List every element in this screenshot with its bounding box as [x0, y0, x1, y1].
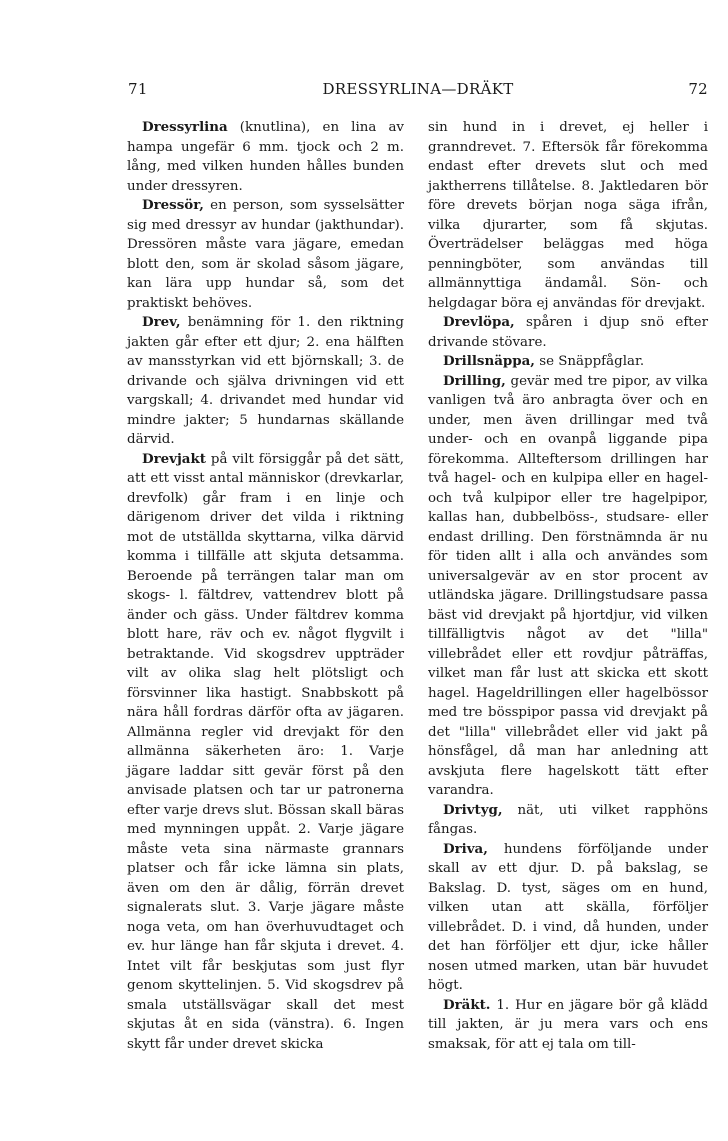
- entry-drevjakt: [127, 450, 404, 1055]
- headword: Drevlöpa,: [443, 314, 515, 330]
- headword: Dressyrlina: [142, 119, 228, 135]
- entry-drevjakt-continued: [428, 118, 708, 313]
- entry-dressyrlina: [127, 118, 404, 196]
- entry-text: en person, som sysselsätter sig med dressyr av hundar (jakthundar). Dressören måste vara jägare, emedan blott den, som är skolad såsom jägare, kan lära upp hundar så, som det praktiskt behöves.: [127, 198, 404, 311]
- entry-text: hundens förföljande under skall av ett djur. D. på bakslag, se Bakslag. D. tyst, säges om en hund, vilken utan att skälla, förföljer villebrådet. D. i vind, då hunden, under det han förföljer ett djur, icke håller nosen utmed marken, utan bär huvudet högt.: [428, 841, 708, 993]
- running-header: [128, 80, 708, 100]
- page-number-right: 72: [688, 80, 708, 98]
- headword: Drillsnäppa,: [443, 353, 535, 369]
- entry-driva: [428, 840, 708, 996]
- entry-text: gevär med tre pipor, av vilka vanligen två äro anbragta över och en under, men även drillingar med två under- och en ovanpå liggande pipa förekomma. Allteftersom drillingen har två hagel- och en kulpipa eller en hagel- och två kulpipor eller tre hagelpipor, kallas han, dubbelböss-, studsare- eller endast drilling. Den förstnämnda är nu för tiden allt i alla och användes som universalgevär av en stor procent av utländska jägare. Drillingstudsare passa bäst vid drevjakt på hjortdjur, vid vilken tillfälligtvis något av det "lilla" villebrådet eller ett rovdjur påträffas, vilket man får lust att skicka ett skott hagel. Hageldrillingen eller hagelbössor med tre bösspipor passa vid drevjakt på det "lilla" villebrådet eller vid jakt på hönsfågel, då man har anledning att avskjuta flere hagelskott tätt efter varandra.: [428, 373, 708, 798]
- entry-text: 1. Hur en jägare bör gå klädd till jakten, är ju mera vars och ens smaksak, för att ej tala om till-: [428, 997, 708, 1052]
- left-column: [127, 118, 404, 1054]
- entry-text: (knutlina), en lina av hampa ungefär 6 mm. tjock och 2 m. lång, med vilken hunden hålles bunden under dressyren.: [127, 120, 404, 194]
- headword: Dräkt.: [443, 996, 491, 1013]
- headword: Drivtyg,: [443, 801, 503, 818]
- entry-text: se Snäppfåglar.: [534, 354, 645, 369]
- running-title: DRESSYRLINA—DRÄKT: [322, 80, 514, 98]
- entry-text: på vilt försiggår på det sätt, att ett visst antal människor (drevkarlar, drevfolk) går fram i en linje och därigenom driver det vilda i riktning mot de utställda skyttarna, vilka därvid komma i tillfälle att skjuta detsamma. Beroende på terrängen talar man om skogs- l. fältdrev, vattendrev blott på änder och gäss. Under fältdrev komma blott hare, räv och ev. något flygvilt i betraktande. Vid skogsdrev uppträder vilt av olika slag helt plötsligt och försvinner lika hastigt. Snabbskott på nära håll fordras därför ofta av jägaren. Allmänna regler vid drevjakt för den allmänna säkerheten äro: 1. Varje jägare laddar sitt gevär först på den anvisade platsen och tar ur patronerna efter varje drevs slut. Bössan skall bäras med mynningen uppåt. 2. Varje jägare måste veta sina närmaste grannars platser och får icke lämna sin plats, även om den är dålig, förrän drevet signalerats slut. 3. Varje jägare måste noga veta, om han överhuvudtaget och ev. hur länge han får skjuta i drevet. 4. Intet vilt får beskjutas som just flyr genom skyttelinjen. 5. Vid skogsdrev på smala utställsvägar skall det mest skjutas åt en sida (vänstra). 6. Ingen skytt får under drevet skicka: [127, 451, 404, 1052]
- right-column: [428, 118, 708, 1054]
- entry-text: sin hund in i drevet, ej heller i granndrevet. 7. Eftersök får förekomma endast efter drevets slut och med jaktherrens tillåtelse. 8. Jaktledaren bör före drevets början noga säga ifrån, vilka djurarter, som få skjutas. Överträdelser beläggas med höga penningböter, som användas till allmännyttiga ändamål. Sön- och helgdagar böra ej användas för drevjakt.: [428, 120, 708, 311]
- entry-drivtyg: [428, 801, 708, 840]
- entry-drakt: [428, 996, 708, 1055]
- entry-drevlopa: [428, 313, 708, 352]
- entry-text: benämning för 1. den riktning jakten går efter ett djur; 2. ena hälften av mansstyrkan vid ett björnskall; 3. de drivande och själva drivningen vid ett vargskall; 4. drivandet med hundar vid mindre jakter; 5 hundarnas skällande därvid.: [127, 315, 404, 447]
- page-number-left: 71: [128, 80, 148, 98]
- headword: Drilling,: [443, 372, 506, 389]
- entry-text: spåren i djup snö efter drivande stövare.: [428, 315, 708, 350]
- entry-dressor: [127, 196, 404, 313]
- entry-text: nät, uti vilket rapphöns fångas.: [428, 802, 708, 837]
- entry-drillsnappa: [428, 352, 708, 372]
- headword: Drevjakt: [142, 450, 206, 467]
- headword: Dressör,: [142, 197, 204, 213]
- entry-drilling: [428, 372, 708, 801]
- entry-drev: [127, 313, 404, 450]
- headword: Driva,: [443, 840, 488, 857]
- headword: Drev,: [142, 314, 181, 330]
